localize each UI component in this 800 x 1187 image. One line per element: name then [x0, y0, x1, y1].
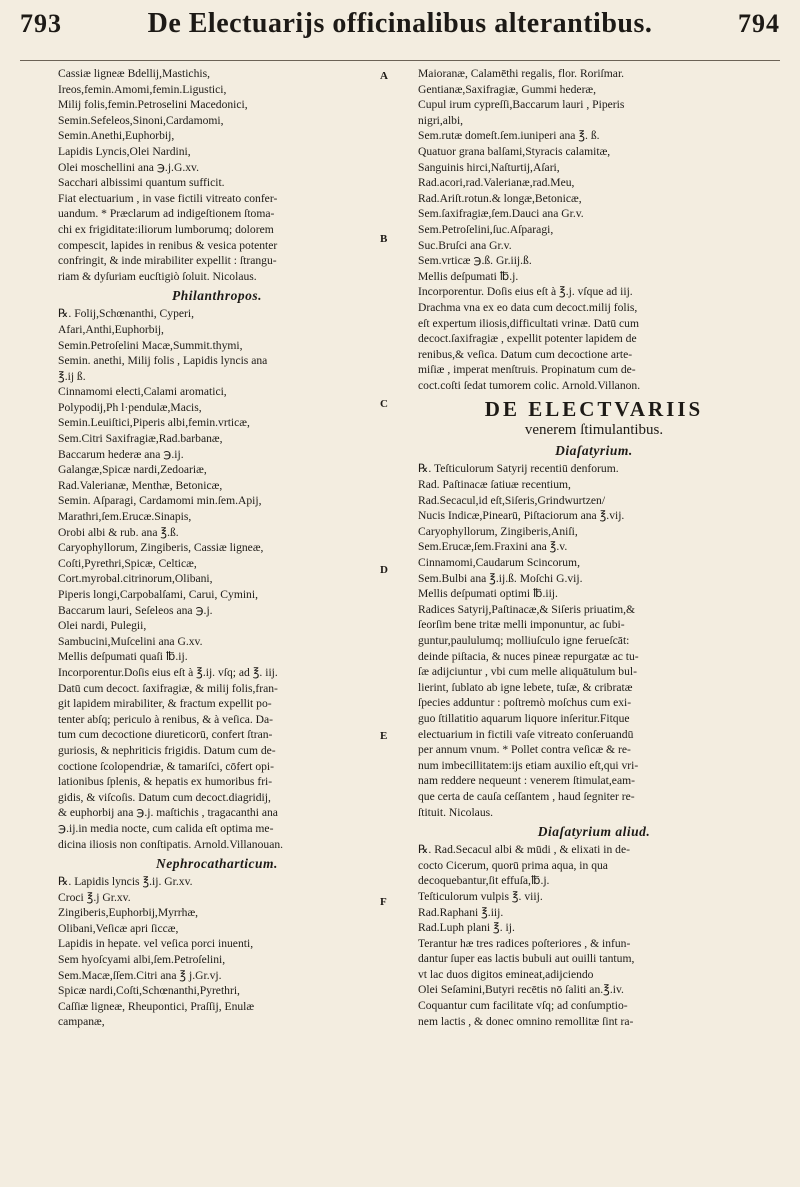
text-line: lierint, ſublato ab igne lebete, tuſæ, & cribratæ	[418, 680, 633, 694]
text-line: Datū cum decoct. ſaxifragiæ, & milij folis,fran-	[58, 681, 278, 695]
text-line: Spicæ nardi,Coſti,Schœnanthi,Pyrethri,	[58, 984, 240, 998]
text-line: Galangæ,Spicæ nardi,Zedoariæ,	[58, 463, 207, 477]
text-line: lationibus ſplenis, & hepatis ex humoribus fri-	[58, 775, 273, 789]
section-heading: DE ELECTVARIIS	[484, 397, 704, 422]
text-line: Piperis longi,Carpobalſami, Carui, Cymini,	[58, 588, 258, 601]
text-line: Baccarum lauri, Seſeleos ana ℈.j.	[58, 603, 213, 617]
text-line: ℞. Rad.Secacul albi & mūdi , & elixati in de-	[418, 843, 630, 857]
margin-letter-a: A	[380, 70, 388, 82]
text-line: que certa de cauſa ceſſantem , haud ſegniter re-	[418, 789, 635, 803]
text-line: chi ex frigiditate:iliorum lumborumq; dolorem	[58, 222, 274, 236]
text-line: Marathri,ſem.Erucæ.Sinapis,	[58, 510, 192, 524]
text-line: Orobi albi & rub. ana ℥.ß.	[58, 525, 179, 539]
text-line: Caryophyllorum, Zingiberis,Aniſi,	[418, 524, 578, 538]
margin-letter-b: B	[380, 233, 388, 245]
text-line: Cinnamomi,Caudarum Scincorum,	[418, 556, 580, 570]
text-line: vt lac duos digitos emineat,adijciendo	[418, 967, 594, 981]
text-line: Sem.Erucæ,ſem.Fraxini ana ℥.v.	[418, 540, 568, 554]
recipe-title: Philanthropos.	[172, 288, 262, 304]
text-line: uandum. * Præclarum ad indigeſtionem ſtoma-	[58, 207, 275, 221]
text-line: Caryophyllorum, Zingiberis, Cassiæ ligneæ,	[58, 541, 264, 555]
text-line: guntur,paululumq; molliuſculo igne ferueſcāt:	[418, 634, 630, 647]
text-line: guriosis, & nephriticis frigidis. Datum cum de-	[58, 743, 276, 757]
text-line: ℞. Lapidis lyncis ℥.ij. Gr.xv.	[58, 875, 193, 889]
text-line: Baccarum hederæ ana ℈.ij.	[58, 447, 184, 461]
text-line: Gentianæ,Saxifragiæ, Gummi hederæ,	[418, 82, 597, 96]
text-line: Caſſiæ ligneæ, Rheupontici, Praſſij, Enulæ	[58, 999, 255, 1013]
text-line: riam & dyſuriam eucſtigiò ſoluit. Nicolaus.	[58, 269, 257, 283]
text-line: compescit, lapides in renibus & vesica potenter	[58, 238, 278, 252]
text-line: ſtituit. Nicolaus.	[418, 805, 494, 819]
text-line: tenter abſq; periculo à renibus, & à veſica. Da-	[58, 712, 274, 726]
text-line: Semin.Sefeleos,Sinoni,Cardamomi,	[58, 113, 224, 127]
text-line: dantur ſuper eas lactis bubuli aut ouilli tantum,	[418, 952, 635, 966]
text-line: eſt expertum iliosis,difficultati vrinæ. Datū cum	[418, 316, 639, 330]
text-line: Sem.rutæ domeſt.ſem.iuniperi ana ℥. ß.	[418, 129, 600, 143]
text-line: Cinnamomi electi,Calami aromatici,	[58, 385, 227, 399]
text-line: ſeorſim bene tritæ melli imponuntur, ac ſubi-	[418, 618, 625, 632]
text-line: ſpecies adduntur : poſtremò moſchus cum exi-	[418, 696, 632, 710]
text-line: Nucis Indicæ,Pinearū, Piſtaciorum ana ℥.vij.	[418, 509, 625, 523]
text-line: Rad.Secacul,id eſt,Siſeris,Grindwurtzen/	[418, 493, 606, 507]
text-line: Olibani,Veſicæ apri ſiccæ,	[58, 921, 179, 935]
text-line: Sanguinis hirci,Naſturtij,Aſari,	[418, 160, 560, 174]
running-title: De Electuarijs officinalibus alterantibus.	[147, 8, 653, 39]
text-line: Incorporentur.Doſis eius eſt à ℥.ij. vſq; ad ℥. iij.	[58, 665, 278, 679]
page-number-right: 794	[737, 9, 780, 38]
running-header	[20, 8, 780, 61]
text-line: ℥.ij ß.	[58, 369, 86, 383]
text-line: Cort.myrobal.citrinorum,Olibani,	[58, 572, 213, 586]
text-line: Lapidis Lyncis,Olei Nardini,	[58, 144, 191, 158]
text-line: Maioranæ, Calamēthi regalis, flor. Roriſmar.	[418, 67, 625, 80]
text-line: Cupul irum cypreſſi,Baccarum lauri , Piperis	[418, 98, 625, 112]
text-line: Sem.Petroſelini,ſuc.Aſparagi,	[418, 222, 554, 236]
text-line: decoct.ſaxifragiæ , expellit potenter lapidem de	[418, 332, 637, 346]
text-line: num imbecillitatem:ijs etiam auxilio eſt,qui vri-	[418, 758, 639, 772]
text-line: Semin.Anethi,Euphorbij,	[58, 129, 175, 143]
text-line: coctione ſcolopendriæ, & tamariſci, cōfert opi-	[58, 759, 275, 773]
text-line: guo ſtillatitio aquarum liquore inſeritur.Fitque	[418, 711, 630, 725]
text-line: Milij folis,femin.Petroselini Macedonici,	[58, 98, 248, 112]
text-line: Olei Seſamini,Butyri recētis nō ſaliti an.℥.iv.	[418, 983, 624, 997]
recipe-title: Diaſatyrium.	[555, 443, 633, 459]
text-line: nigri,albi,	[418, 113, 464, 127]
recipe-title: Nephrocatharticum.	[156, 856, 278, 872]
text-line: Mellis deſpumati quaſi ℔.ij.	[58, 650, 188, 664]
text-line: decoquebantur,ſit effuſa,℔.j.	[418, 874, 550, 888]
text-line: Sambucini,Muſcelini ana G.xv.	[58, 634, 203, 648]
text-line: & euphorbij ana ℈.j. maſtichis , tragacanthi ana	[58, 806, 278, 820]
text-line: ſæ adijciuntur , vbi cum melle aliquātulum bul-	[418, 665, 637, 679]
text-line: Incorporentur. Doſis eius eſt à ℥.j. vſque ad iij.	[418, 285, 633, 299]
text-line: Sem.Bulbi ana ℥.ij.ß. Moſchi G.vij.	[418, 571, 583, 585]
text-line: Zingiberis,Euphorbij,Myrrhæ,	[58, 906, 199, 920]
text-line: Fiat electuarium , in vase fictili vitreato confer-	[58, 191, 278, 205]
margin-letter-d: D	[380, 564, 388, 576]
text-line: tum cum decoctione diureticorū, confert ſtran-	[58, 728, 273, 742]
text-line: Sem.Citri Saxifragiæ,Rad.barbanæ,	[58, 432, 223, 446]
text-line: Radices Satyrij,Paſtinacæ,& Siſeris priuatim,&	[418, 602, 636, 616]
text-line: Croci ℥.j Gr.xv.	[58, 890, 131, 904]
right-text-column	[418, 66, 770, 1176]
text-line: Semin.Leuiſtici,Piperis albi,femin.vrticæ,	[58, 416, 250, 430]
recipe-title: Diaſatyrium aliud.	[537, 824, 651, 840]
text-line: Terantur hæ tres radices poſteriores , & infun-	[418, 936, 631, 950]
text-line: Rad.Raphani ℥.iij.	[418, 905, 504, 919]
text-line: Polypodij,Ph l·pendulæ,Macis,	[58, 400, 202, 414]
text-line: Teſticulorum vulpis ℥. viij.	[418, 889, 543, 903]
text-line: per annum vnum. * Pollet contra veſicæ & re-	[418, 743, 631, 757]
text-line: Rad.Luph plani ℥. ij.	[418, 921, 515, 935]
text-line: Coſti,Pyrethri,Spicæ, Celticæ,	[58, 556, 197, 570]
left-text-column	[58, 66, 376, 1176]
text-line: electuarium in fictili vaſe vitreato conſeruandū	[418, 727, 634, 741]
text-line: Mellis deſpumati optimi ℔.iij.	[418, 587, 558, 601]
text-line: Sacchari albissimi quantum sufficit.	[58, 176, 225, 190]
text-line: Olei moschellini ana ℈.j.G.xv.	[58, 160, 199, 174]
text-line: dicina iliosis non conſtipatis. Arnold.Villanouan.	[58, 837, 284, 851]
text-line: cocto Cicerum, quorū prima aqua, in qua	[418, 858, 608, 872]
margin-letter-f: F	[380, 896, 387, 908]
text-line: Rad.acori,rad.Valerianæ,rad.Meu,	[418, 176, 575, 190]
text-line: confringit, & inde mirabiliter expellit : ſtrangu-	[58, 254, 277, 268]
text-line: git lapidem mirabiliter, & fractum expellit po-	[58, 697, 272, 711]
text-line: Lapidis in hepate. vel veſica porci inuenti,	[58, 937, 254, 951]
margin-letter-e: E	[380, 730, 388, 742]
text-line: Rad.Ariſt.rotun.& longæ,Betonicæ,	[418, 191, 582, 205]
text-line: Sem.vrticæ ℈.ß. Gr.iij.ß.	[418, 254, 532, 268]
text-line: ℞. Folij,Schœnanthi, Cyperi,	[58, 307, 194, 321]
text-line: Afari,Anthi,Euphorbij,	[58, 322, 164, 336]
text-line: Semin. anethi, Milij folis , Lapidis lyncis ana	[58, 354, 268, 368]
text-line: Cassiæ ligneæ Bdellij,Mastichis,	[58, 67, 211, 80]
text-line: miſiæ , imperat menſtruis. Propinatum cum de-	[418, 363, 636, 377]
text-line: Olei nardi, Pulegii,	[58, 619, 147, 633]
text-line: coct.coſti ſedat tumorem colic. Arnold.Villanon.	[418, 378, 641, 392]
text-line: Sem hyoſcyami albi,ſem.Petroſelini,	[58, 953, 226, 967]
text-line: Rad. Paſtinacæ ſatiuæ recentium,	[418, 478, 571, 492]
text-line: Sem.ſaxifragiæ,ſem.Dauci ana Gr.v.	[418, 207, 584, 221]
text-line: Suc.Bruſci ana Gr.v.	[418, 238, 512, 252]
section-subheading: venerem ſtimulantibus.	[524, 422, 664, 439]
text-line: Coquantur cum facilitate vſq; ad conſumptio-	[418, 999, 628, 1013]
text-line: Rad.Valerianæ, Menthæ, Betonicæ,	[58, 478, 223, 492]
margin-letter-c: C	[380, 398, 388, 410]
text-line: Quatuor grana balſami,Styracis calamitæ,	[418, 144, 611, 158]
text-line: nam reddere nequeunt : venerem ſtimulat,eam-	[418, 774, 635, 788]
text-line: Semin. Aſparagi, Cardamomi min.ſem.Apij,	[58, 494, 262, 508]
text-line: Ireos,femin.Amomi,femin.Ligustici,	[58, 82, 227, 96]
page-number-left: 793	[20, 9, 62, 38]
text-line: ℈.ij.in media nocte, cum calida eſt optima me-	[58, 821, 274, 835]
text-line: Mellis deſpumati ℔.j.	[418, 269, 519, 283]
text-line: gidis, & viſcoſis. Datum cum decoct.diagridij,	[58, 790, 271, 804]
text-line: renibus,& veſica. Datum cum decoctione arte-	[418, 347, 633, 361]
text-line: deinde piſtacia, & nuces pineæ repurgatæ ac tu-	[418, 649, 639, 663]
text-line: Semin.Petroſelini Macæ,Summit.thymi,	[58, 338, 243, 352]
text-line: campanæ,	[58, 1015, 105, 1029]
text-line: Sem.Macæ,ſſem.Citri ana ℥ j.Gr.vj.	[58, 968, 222, 982]
text-line: Drachma vna ex eo data cum decoct.milij folis,	[418, 300, 638, 314]
text-line: ℞. Teſticulorum Satyrij recentiū denforum.	[418, 462, 619, 476]
text-line: nem lactis , & donec omnino remollitæ ſint ra-	[418, 1014, 634, 1028]
